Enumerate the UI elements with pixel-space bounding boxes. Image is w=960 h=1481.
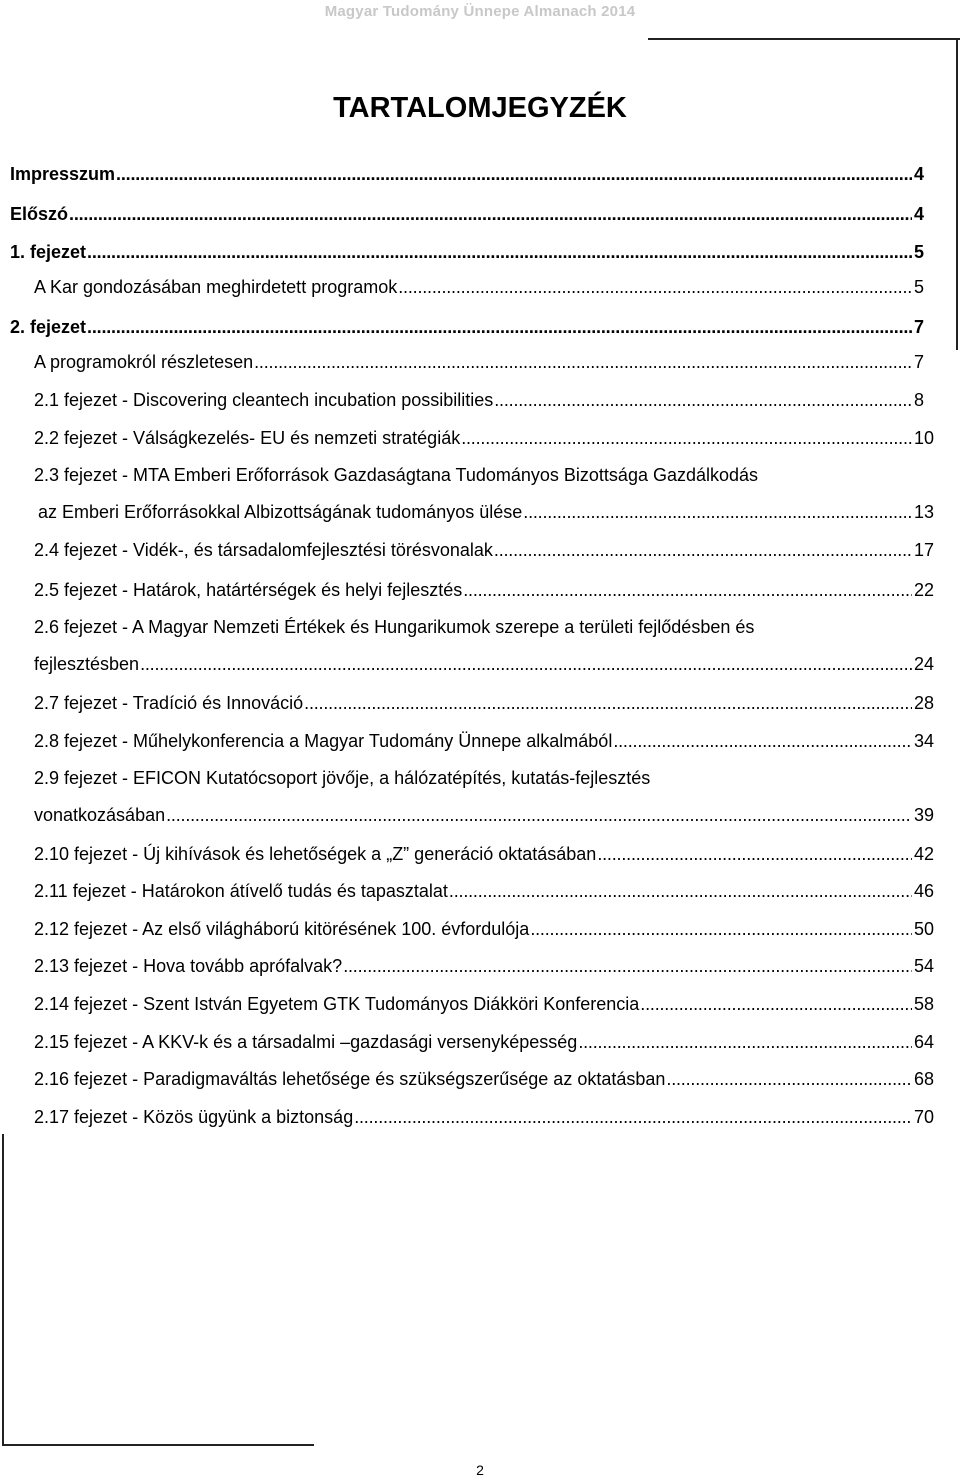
toc-leader-dots	[69, 203, 912, 225]
toc-leader-dots	[666, 1068, 912, 1090]
toc-entry-page: 7	[913, 317, 924, 337]
toc-entry-page: 13	[913, 502, 934, 522]
toc-entry-2-4[interactable]	[34, 539, 934, 561]
toc-leader-dots	[613, 730, 912, 752]
toc-leader-dots	[116, 163, 912, 185]
toc-entry-page: 28	[913, 693, 934, 713]
frame-line-bottom-left	[2, 1444, 314, 1446]
toc-entry-title: 2.17 fejezet - Közös ügyünk a biztonság	[34, 1107, 354, 1127]
toc-entry-first-line: 2.6 fejezet - A Magyar Nemzeti Értékek és Hungarikumok szerepe a területi fejlődésben és	[34, 617, 755, 637]
toc-entry-title: 2.2 fejezet - Válságkezelés- EU és nemzeti stratégiák	[34, 428, 461, 448]
toc-entry-title: 2.10 fejezet - Új kihívások és lehetőségek a „Z” generáció oktatásában	[34, 844, 597, 864]
toc-entry-title: 1. fejezet	[10, 242, 87, 262]
toc-entry-title: az Emberi Erőforrásokkal Albizottságának tudományos ülése	[38, 502, 523, 522]
toc-entry-page: 4	[913, 164, 924, 184]
toc-entry-page: 34	[913, 731, 934, 751]
toc-entry-2-1[interactable]	[34, 389, 924, 411]
toc-entry-2-11[interactable]	[34, 880, 934, 902]
toc-entry-title: Impresszum	[10, 164, 116, 184]
toc-entry-page: 5	[913, 242, 924, 262]
toc-entry-page: 70	[913, 1107, 934, 1127]
toc-leader-dots	[398, 276, 912, 298]
running-header: Magyar Tudomány Ünnepe Almanach 2014	[324, 3, 636, 20]
toc-leader-dots	[87, 316, 912, 338]
toc-leader-dots	[354, 1106, 912, 1128]
toc-entry-page: 5	[913, 277, 924, 297]
toc-leader-dots	[140, 653, 912, 675]
toc-entry-2-3[interactable]	[34, 464, 934, 523]
toc-entry-page: 50	[913, 919, 934, 939]
toc-leader-dots	[494, 539, 912, 561]
toc-entry-2-5[interactable]	[34, 579, 934, 601]
toc-entry-page: 4	[913, 204, 924, 224]
toc-entry-page: 22	[913, 580, 934, 600]
frame-line-right	[956, 38, 958, 350]
toc-leader-dots	[461, 427, 912, 449]
toc-entry-2-7[interactable]	[34, 692, 934, 714]
toc-entry-page: 46	[913, 881, 934, 901]
toc-leader-dots	[494, 389, 912, 411]
toc-entry-title: 2.7 fejezet - Tradíció és Innováció	[34, 693, 304, 713]
toc-entry-title: 2. fejezet	[10, 317, 87, 337]
frame-line-left	[2, 1134, 4, 1446]
toc-entry-2-12[interactable]	[34, 918, 934, 940]
toc-entry-2-13[interactable]	[34, 955, 934, 977]
toc-entry-page: 54	[913, 956, 934, 976]
toc-entry-title: fejlesztésben	[34, 654, 140, 674]
toc-leader-dots	[254, 351, 912, 373]
toc-entry-2-17[interactable]	[34, 1106, 934, 1128]
toc-leader-dots	[597, 843, 912, 865]
toc-entry-title: 2.15 fejezet - A KKV-k és a társadalmi –gazdasági versenyképesség	[34, 1032, 578, 1052]
toc-entry-2-6[interactable]	[34, 616, 934, 675]
toc-entry-reszletesen[interactable]	[34, 351, 924, 373]
toc-entry-page: 39	[913, 805, 934, 825]
page-number: 2	[476, 1462, 484, 1478]
toc-entry-title: 2.4 fejezet - Vidék-, és társadalomfejlesztési törésvonalak	[34, 540, 493, 560]
toc-entry-2-2[interactable]	[34, 427, 934, 449]
toc-entry-title: 2.13 fejezet - Hova tovább aprófalvak?	[34, 956, 343, 976]
toc-entry-page: 10	[913, 428, 934, 448]
toc-leader-dots	[87, 241, 912, 263]
toc-entry-title: Előszó	[10, 204, 69, 224]
toc-entry-2-14[interactable]	[34, 993, 934, 1015]
toc-leader-dots	[523, 501, 912, 523]
toc-leader-dots	[640, 993, 912, 1015]
toc-entry-first-line: 2.3 fejezet - MTA Emberi Erőforrások Gazdaságtana Tudományos Bizottsága Gazdálkodás	[34, 465, 759, 485]
page-title: TARTALOMJEGYZÉK	[333, 92, 627, 124]
toc-entry-page: 8	[913, 390, 924, 410]
toc-leader-dots	[463, 579, 912, 601]
toc-entry-page: 68	[913, 1069, 934, 1089]
toc-leader-dots	[304, 692, 912, 714]
toc-entry-impresszum[interactable]	[10, 163, 924, 185]
toc-entry-title: 2.5 fejezet - Határok, határtérségek és helyi fejlesztés	[34, 580, 463, 600]
toc-leader-dots	[578, 1031, 912, 1053]
toc-entry-page: 7	[913, 352, 924, 372]
toc-entry-page: 17	[913, 540, 934, 560]
toc-leader-dots	[166, 804, 912, 826]
toc-entry-2-10[interactable]	[34, 843, 934, 865]
toc-entry-title: vonatkozásában	[34, 805, 166, 825]
toc-entry-page: 64	[913, 1032, 934, 1052]
toc-entry-programok[interactable]	[34, 276, 924, 298]
toc-leader-dots	[449, 880, 912, 902]
toc-entry-2-16[interactable]	[34, 1068, 934, 1090]
toc-entry-eloszo[interactable]	[10, 203, 924, 225]
toc-entry-page: 58	[913, 994, 934, 1014]
toc-leader-dots	[530, 918, 912, 940]
toc-entry-page: 42	[913, 844, 934, 864]
toc-entry-title: 2.11 fejezet - Határokon átívelő tudás és tapasztalat	[34, 881, 448, 901]
toc-entry-2-8[interactable]	[34, 730, 934, 752]
toc-entry-chapter-1[interactable]	[10, 241, 924, 263]
toc-leader-dots	[343, 955, 912, 977]
toc-entry-title: A Kar gondozásában meghirdetett programok	[34, 277, 398, 297]
toc-entry-first-line: 2.9 fejezet - EFICON Kutatócsoport jövője, a hálózatépítés, kutatás-fejlesztés	[34, 768, 651, 788]
toc-entry-title: 2.8 fejezet - Műhelykonferencia a Magyar Tudomány Ünnepe alkalmából	[34, 731, 613, 751]
toc-entry-chapter-2[interactable]	[10, 316, 924, 338]
toc-entry-page: 24	[913, 654, 934, 674]
toc-entry-2-15[interactable]	[34, 1031, 934, 1053]
toc-entry-title: 2.1 fejezet - Discovering cleantech incubation possibilities	[34, 390, 494, 410]
toc-entry-title: 2.12 fejezet - Az első világháború kitörésének 100. évfordulója	[34, 919, 530, 939]
toc-entry-title: 2.14 fejezet - Szent István Egyetem GTK Tudományos Diákköri Konferencia	[34, 994, 640, 1014]
frame-line-top-right	[648, 38, 960, 40]
toc-entry-2-9[interactable]	[34, 767, 934, 826]
toc-entry-title: 2.16 fejezet - Paradigmaváltás lehetősége és szükségszerűsége az oktatásban	[34, 1069, 666, 1089]
toc-entry-title: A programokról részletesen	[34, 352, 254, 372]
